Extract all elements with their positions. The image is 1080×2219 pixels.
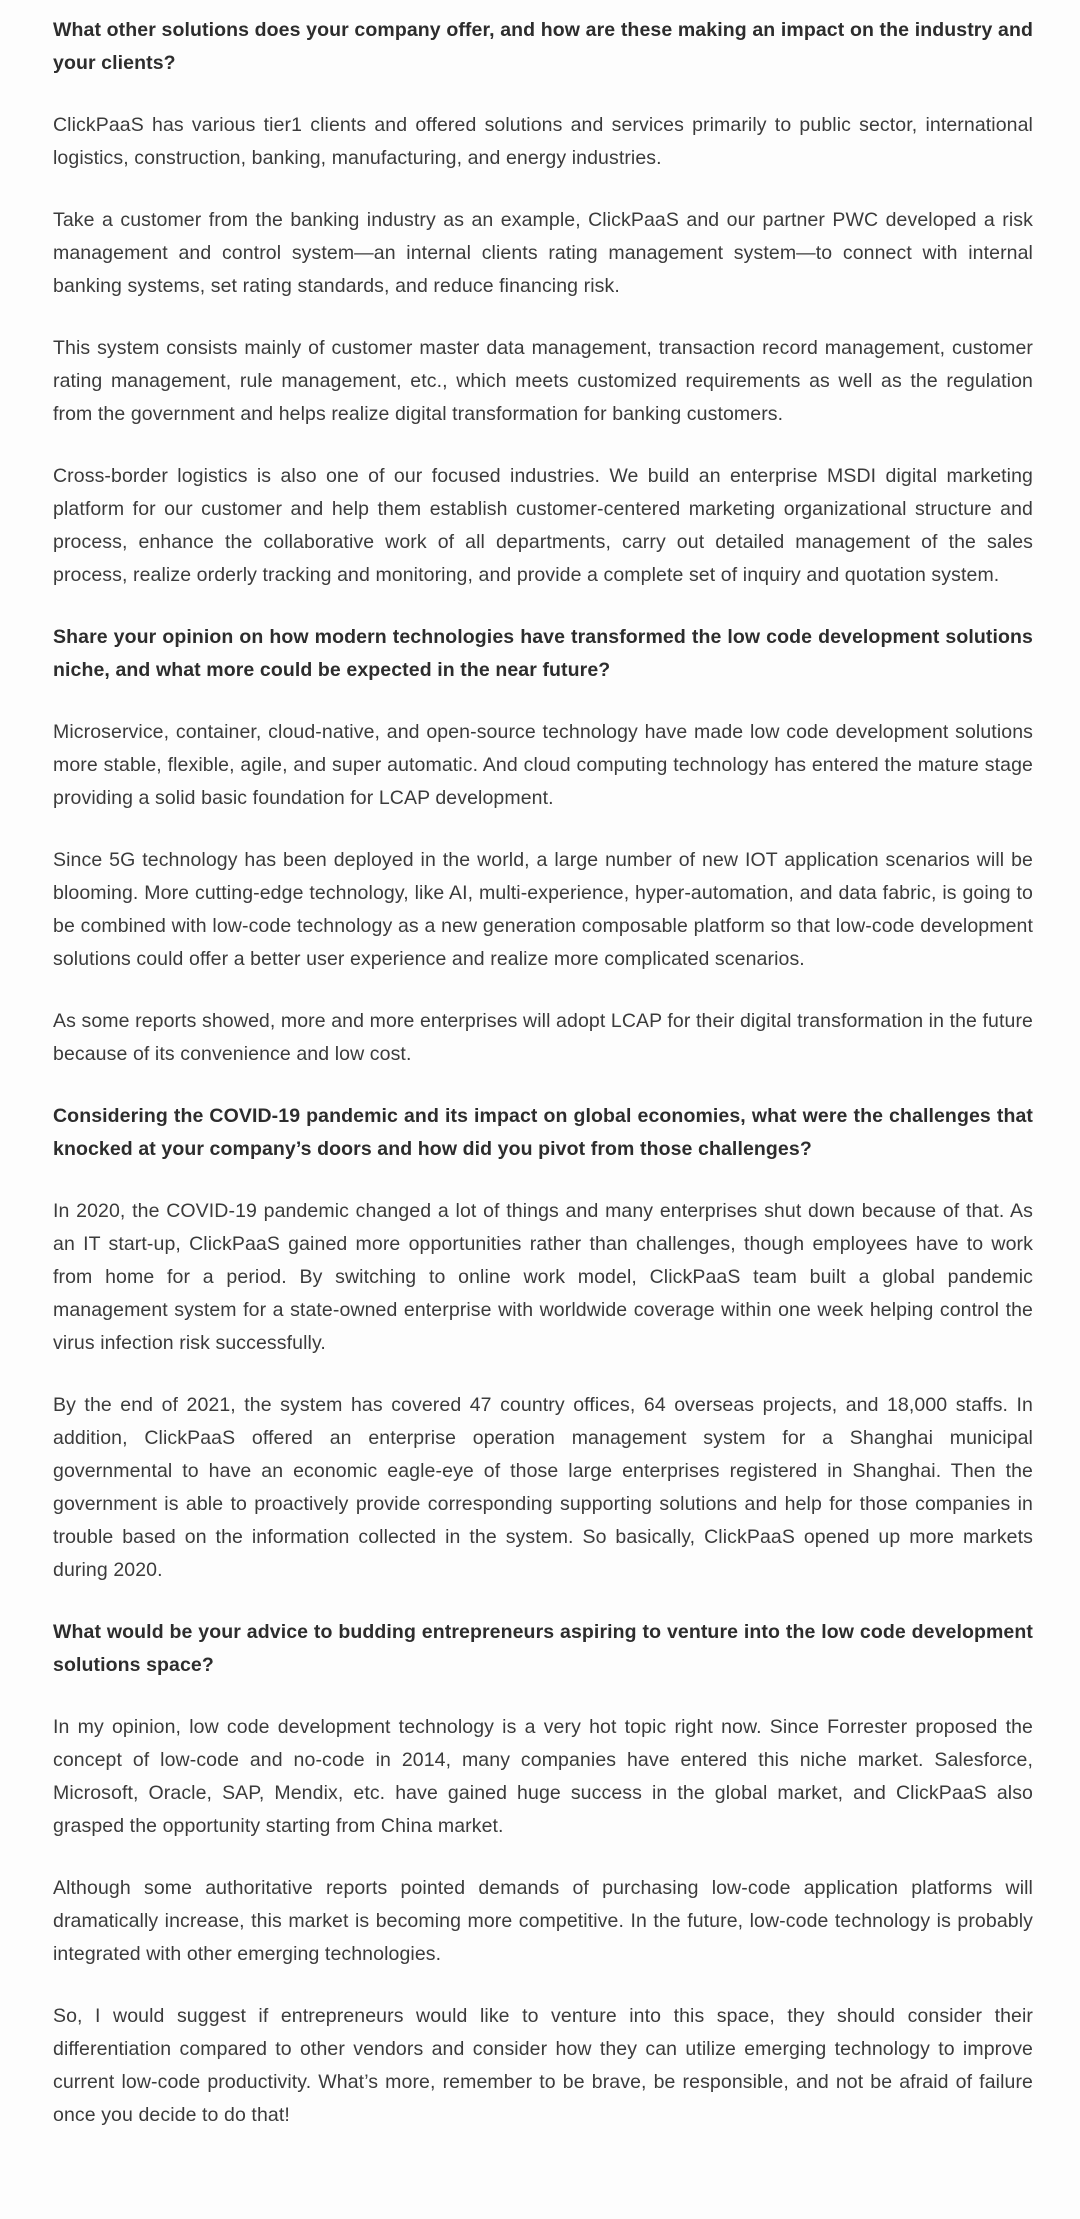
article-paragraph: Take a customer from the banking industry as an example, ClickPaaS and our partner PWC developed a risk management and control system—an internal clients rating management system—to connect with internal banking systems, set rating standards, and reduce financing risk. [53, 209, 1033, 297]
question-heading: Share your opinion on how modern technologies have transformed the low code development solutions niche, and what more could be expected in the near future? [53, 626, 1033, 681]
question-heading: Considering the COVID-19 pandemic and its impact on global economies, what were the challenges that knocked at your company’s doors and how did you pivot from those challenges? [53, 1105, 1033, 1160]
article-paragraph: By the end of 2021, the system has covered 47 country offices, 64 overseas projects, and 18,000 staffs. In addition, ClickPaaS offered an enterprise operation management system for a Shanghai municipal governmental to have an economic eagle-eye of those large enterprises registered in Shanghai. Then the government is able to proactively provide corresponding supporting solutions and help for those companies in trouble based on the information collected in the system. So basically, ClickPaaS opened up more markets during 2020. [53, 1394, 1033, 1581]
article-paragraph: Cross-border logistics is also one of our focused industries. We build an enterprise MSDI digital marketing platform for our customer and help them establish customer-centered marketing organizational structure and process, enhance the collaborative work of all departments, carry out detailed management of the sales process, realize orderly tracking and monitoring, and provide a complete set of inquiry and quotation system. [53, 465, 1033, 586]
article-paragraph: In my opinion, low code development technology is a very hot topic right now. Since Forrester proposed the concept of low-code and no-code in 2014, many companies have entered this niche market. Salesforce, Microsoft, Oracle, SAP, Mendix, etc. have gained huge success in the global market, and ClickPaaS also grasped the opportunity starting from China market. [53, 1716, 1033, 1837]
article-paragraph: Since 5G technology has been deployed in the world, a large number of new IOT application scenarios will be blooming. More cutting-edge technology, like AI, multi-experience, hyper-automation, and data fabric, is going to be combined with low-code technology as a new generation composable platform so that low-code development solutions could offer a better user experience and realize more complicated scenarios. [53, 849, 1033, 970]
article-paragraph: So, I would suggest if entrepreneurs would like to venture into this space, they should consider their differentiation compared to other vendors and consider how they can utilize emerging technology to improve current low-code productivity. What’s more, remember to be brave, be responsible, and not be afraid of failure once you decide to do that! [53, 2005, 1033, 2126]
article-paragraph: In 2020, the COVID-19 pandemic changed a lot of things and many enterprises shut down because of that. As an IT start-up, ClickPaaS gained more opportunities rather than challenges, though employees have to work from home for a period. By switching to online work model, ClickPaaS team built a global pandemic management system for a state-owned enterprise with worldwide coverage within one week helping control the virus infection risk successfully. [53, 1200, 1033, 1354]
article-paragraph: This system consists mainly of customer master data management, transaction record management, customer rating management, rule management, etc., which meets customized requirements as well as the regulation from the government and helps realize digital transformation for banking customers. [53, 337, 1033, 425]
question-heading: What would be your advice to budding entrepreneurs aspiring to venture into the low code development solutions space? [53, 1621, 1033, 1676]
article-paragraph: ClickPaaS has various tier1 clients and offered solutions and services primarily to public sector, international logistics, construction, banking, manufacturing, and energy industries. [53, 114, 1033, 169]
article-paragraph: As some reports showed, more and more enterprises will adopt LCAP for their digital transformation in the future because of its convenience and low cost. [53, 1010, 1033, 1065]
article-paragraph: Although some authoritative reports pointed demands of purchasing low-code application platforms will dramatically increase, this market is becoming more competitive. In the future, low-code technology is probably integrated with other emerging technologies. [53, 1877, 1033, 1965]
article-paragraph: Microservice, container, cloud-native, and open-source technology have made low code development solutions more stable, flexible, agile, and super automatic. And cloud computing technology has entered the mature stage providing a solid basic foundation for LCAP development. [53, 721, 1033, 809]
question-heading: What other solutions does your company offer, and how are these making an impact on the industry and your clients? [53, 19, 1033, 74]
